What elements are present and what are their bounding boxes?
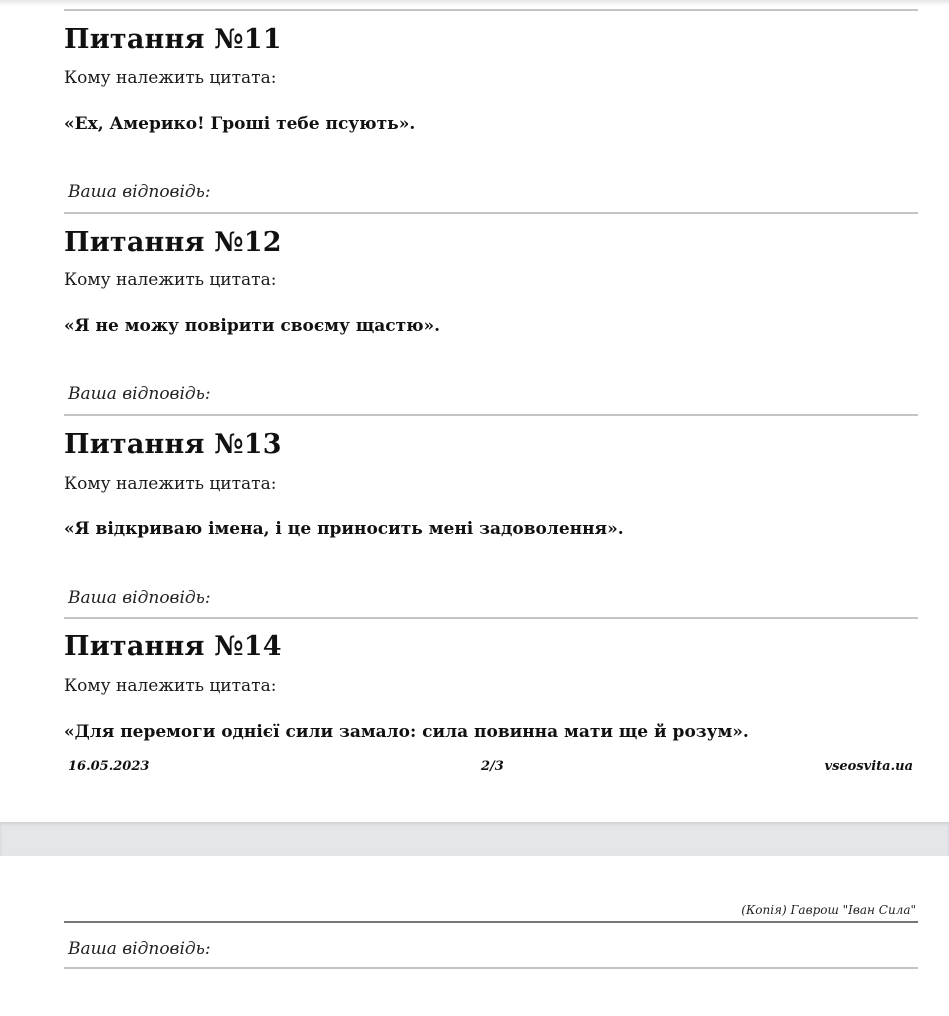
question-title-11: Питання №11 [64, 24, 282, 55]
footer-page-number: 2/3 [481, 759, 504, 774]
divider [64, 9, 918, 11]
question-prompt-14: Кому належить цитата: [64, 676, 277, 696]
page-gap [0, 822, 949, 856]
question-title-14: Питання №14 [64, 631, 282, 662]
question-prompt-11: Кому належить цитата: [64, 68, 277, 88]
question-title-13: Питання №13 [64, 429, 282, 460]
divider [64, 414, 918, 416]
question-quote-11: «Ех, Америко! Гроші тебе псують». [64, 114, 416, 134]
divider [64, 617, 918, 619]
answer-label-13: Ваша відповідь: [68, 588, 211, 608]
answer-label-12: Ваша відповідь: [68, 384, 211, 404]
divider [64, 212, 918, 214]
question-quote-14: «Для перемоги однієї сили замало: сила повинна мати ще й розум». [64, 722, 749, 742]
document-page-3 [0, 856, 949, 1016]
question-prompt-13: Кому належить цитата: [64, 474, 277, 494]
question-prompt-12: Кому належить цитата: [64, 270, 277, 290]
question-title-12: Питання №12 [64, 227, 282, 258]
question-quote-13: «Я відкриваю імена, і це приносить мені задоволення». [64, 519, 624, 539]
answer-label-14: Ваша відповідь: [68, 939, 211, 959]
page-top-shadow [0, 0, 949, 6]
page-header-note: (Копія) Гаврош "Іван Сила" [741, 903, 916, 917]
divider [64, 921, 918, 923]
footer-date: 16.05.2023 [68, 759, 150, 774]
question-quote-12: «Я не можу повірити своєму щастю». [64, 316, 441, 336]
answer-label-11: Ваша відповідь: [68, 182, 211, 202]
footer-site: vseosvita.ua [824, 759, 913, 774]
divider [64, 967, 918, 969]
